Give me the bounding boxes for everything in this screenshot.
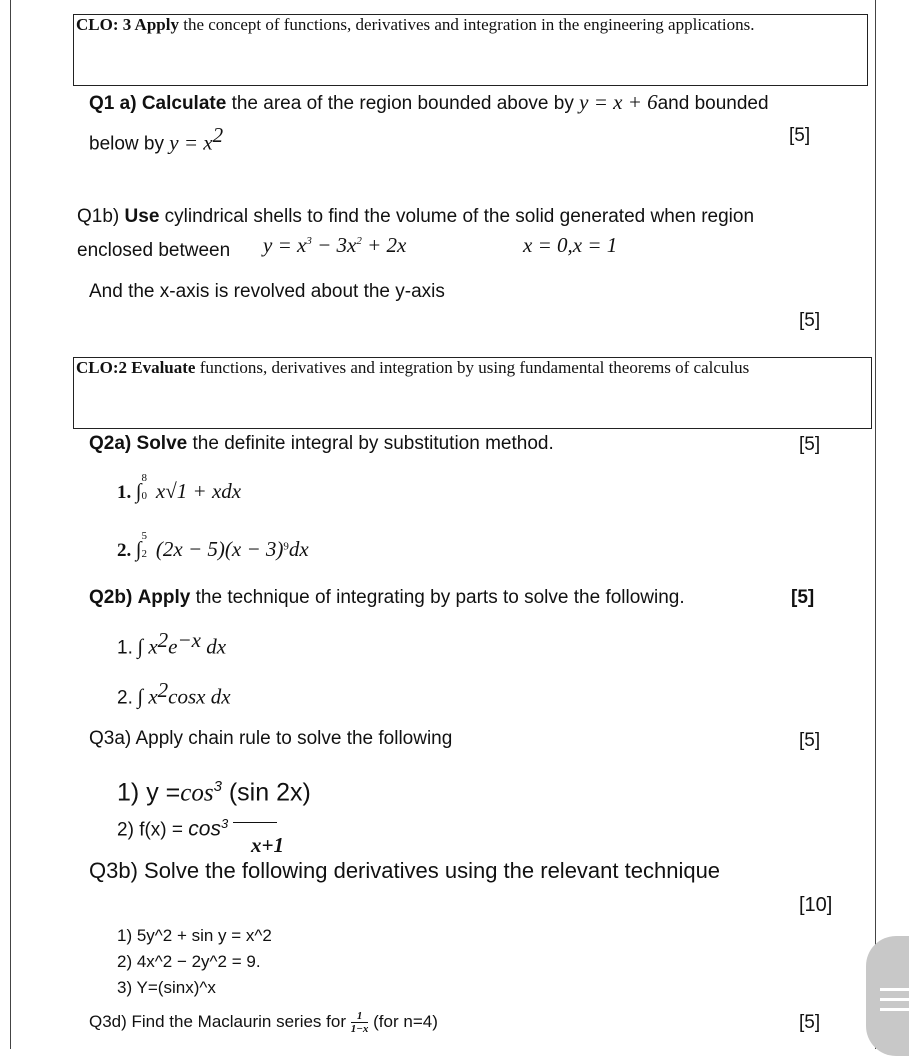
q1b-line2: enclosed between — [77, 240, 231, 261]
q2b-item-2: 2. ∫ $x^2\cos x$ dx — [117, 678, 231, 709]
q1b-equation: $y = x^3 - 3x^2 + 2x$ — [263, 233, 407, 257]
q1a-marks: [5] — [789, 125, 811, 146]
q1b-line1: Q1b) Use cylindrical shells to find the volume of the solid generated when region — [77, 206, 755, 227]
q2a-heading: Q2a) Solve the definite integral by substitution method. — [89, 433, 554, 454]
q3d-fraction: $\frac{1}{1-x}$ — [350, 1010, 369, 1035]
q3b-heading: Q3b) Solve the following derivatives using the relevant technique — [89, 858, 721, 883]
q3b-marks: [10] — [799, 894, 833, 916]
q3b-item-3: 3) Y=(sinx)^x — [117, 978, 216, 997]
q2b-heading: Q2b) Apply the technique of integrating by parts to solve the following. — [89, 587, 685, 608]
q1b-line3: And the x-axis is revolved about the y-axis — [89, 281, 445, 302]
q1b-bounds: x = 0,x = 1 — [523, 233, 618, 257]
exam-page — [10, 0, 876, 1049]
clo2-text: CLO:2 Evaluate functions, derivatives and integration by using fundamental theorems of calculus — [76, 358, 750, 377]
q2b-item-1: 1. ∫ $x^2e^{-x}$ dx — [117, 628, 227, 659]
q3a-item-2: 2) $f(x) = \cos^3$ — [117, 816, 277, 841]
q1b-marks: [5] — [799, 310, 821, 331]
q2a-marks: [5] — [799, 434, 821, 455]
clo2-box — [73, 357, 872, 429]
q3b-item-2: 2) 4x^2 − 2y^2 = 9. — [117, 952, 261, 971]
q2b-marks: [5] — [791, 587, 815, 608]
q3a-item-1: 1) $y =\cos^3$ (sin 2x) — [117, 778, 311, 807]
q3a-heading: Q3a) Apply chain rule to solve the following — [89, 728, 453, 749]
q3a-marks: [5] — [799, 730, 821, 751]
clo3-text: CLO: 3 Apply the concept of functions, derivatives and integration in the engineering applications. — [76, 15, 755, 34]
clo3-box — [73, 14, 868, 86]
q3b-item-1: 1) 5y^2 + sin y = x^2 — [117, 926, 272, 945]
q2a-item-1: 1. ∫ 8 0 x√1 + xdx — [117, 472, 242, 503]
q1a-line1: Q1 a) Calculate the area of the region bounded above by y = x + 6and bounded — [89, 90, 769, 114]
q3d-line: Q3d) Find the Maclaurin series for $\frac{1}{1-x}$ (for n=4) — [89, 1010, 438, 1035]
scroll-handle[interactable] — [866, 936, 909, 1056]
q2a-item-2: 2. ∫ 5 2 $(2x - 5)(x - 3)^9dx$ — [117, 530, 309, 561]
q3d-marks: [5] — [799, 1012, 821, 1033]
q1a-line2: below by $y = x^2$ — [89, 123, 224, 155]
q3a-item-2-denominator: x+1 — [251, 833, 284, 857]
